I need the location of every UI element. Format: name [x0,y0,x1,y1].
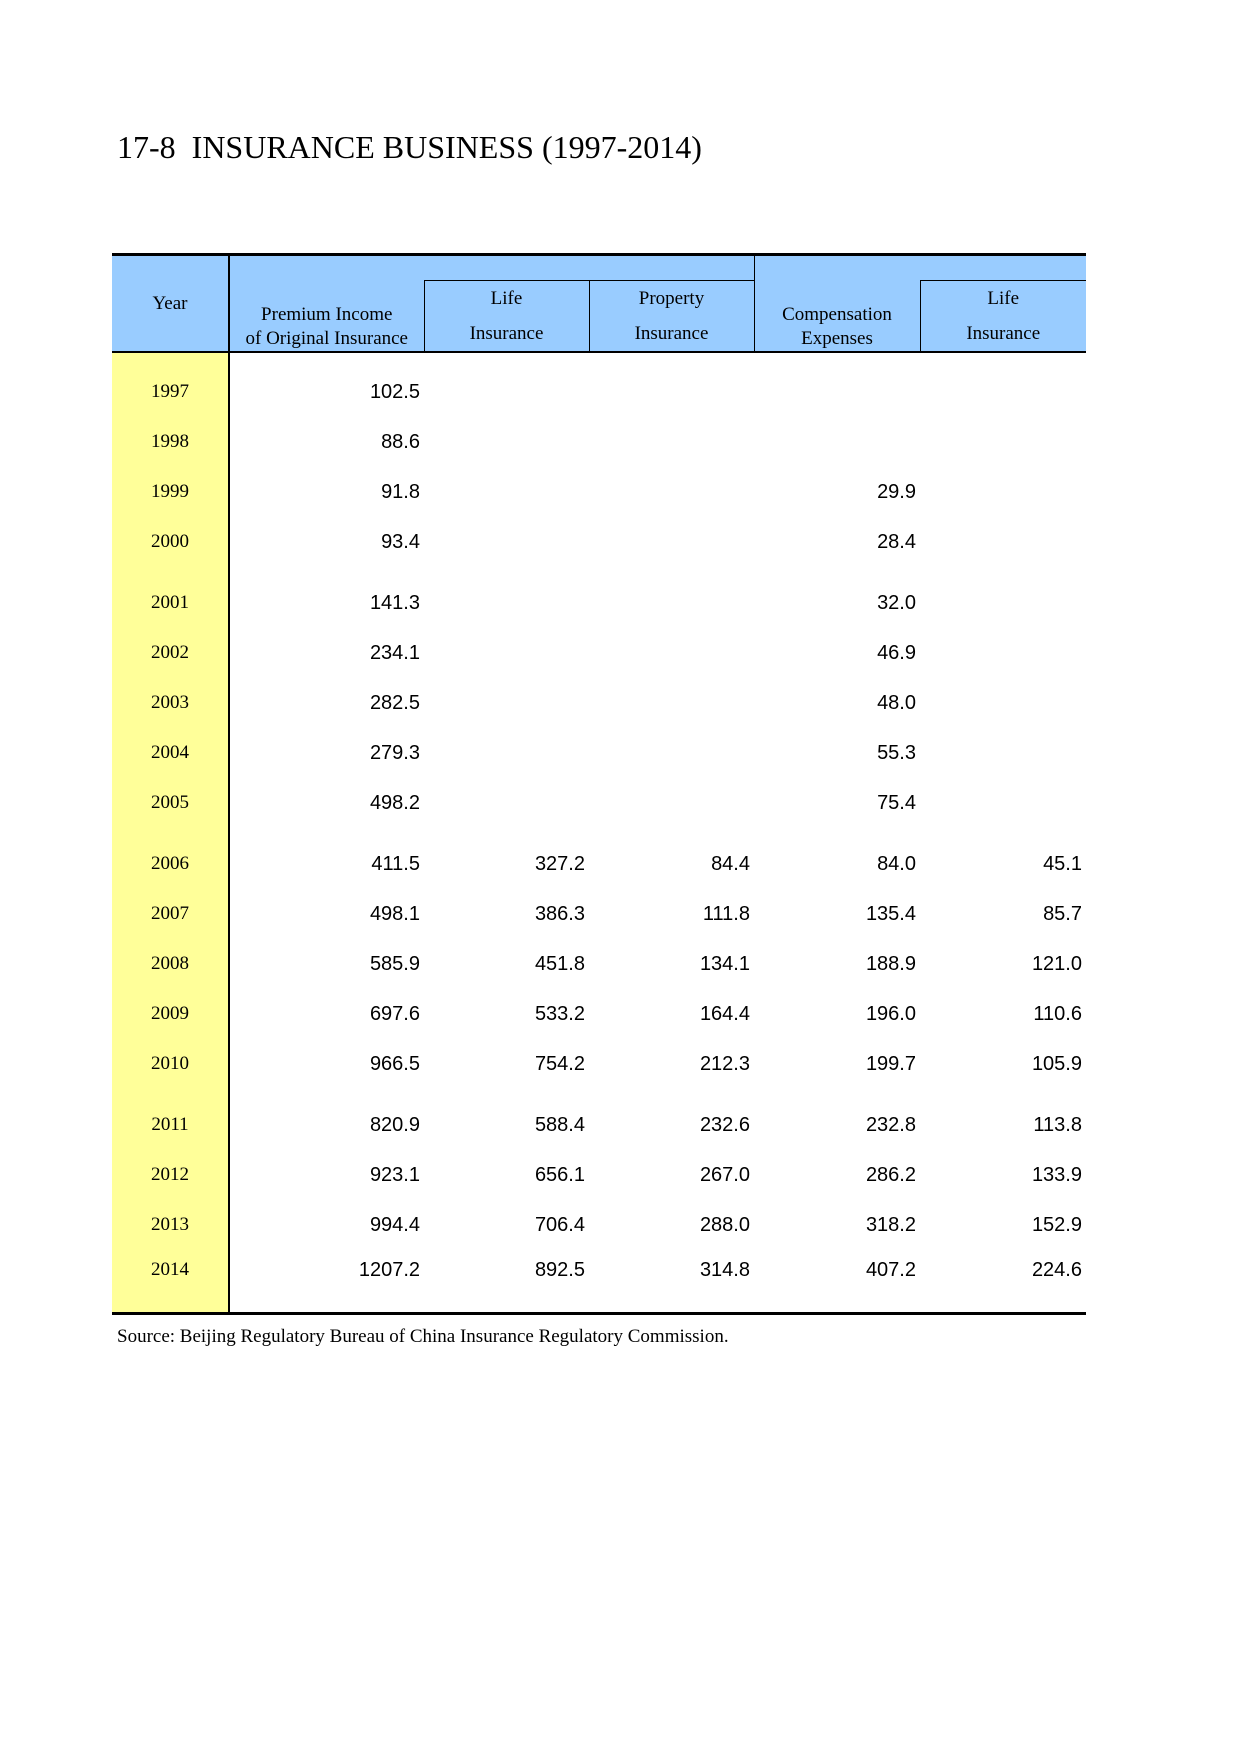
life-insurance-cell: 451.8 [534,953,585,975]
premium-income-cell: 141.3 [369,592,420,614]
year-cell: 1997 [112,352,229,417]
compensation-expenses-cell: 32.0 [877,592,916,614]
header-comp-life-line2: Insurance [966,323,1041,344]
property-insurance-cell [589,352,754,417]
property-insurance-cell [589,417,754,467]
comp-life-insurance-cell [920,628,1086,678]
table-row [112,728,1086,778]
property-insurance-cell [589,517,754,567]
property-insurance-cell: 111.8 [702,903,750,925]
property-insurance-cell: 84.4 [711,853,750,875]
property-insurance-cell: 212.3 [699,1053,750,1075]
comp-life-insurance-cell: 110.6 [1033,1003,1082,1025]
header-year: Year [112,255,229,353]
table-row [112,939,1086,989]
header-compensation-expenses [754,255,920,353]
compensation-expenses-cell: 286.2 [865,1164,916,1186]
premium-income-cell: 820.9 [369,1114,420,1136]
compensation-expenses-cell: 318.2 [865,1214,916,1236]
year-cell: 2011 [112,1089,229,1150]
header-compensation-line2: Expenses [801,328,873,349]
property-insurance-cell [589,628,754,678]
premium-income-cell: 93.4 [381,531,420,553]
comp-life-insurance-cell [920,517,1086,567]
life-insurance-cell: 327.2 [534,853,585,875]
property-insurance-cell [589,778,754,828]
table-row [112,828,1086,889]
life-insurance-cell [424,728,589,778]
table-row [112,352,1086,417]
table-row [112,628,1086,678]
property-insurance-cell: 267.0 [699,1164,750,1186]
life-insurance-cell [424,352,589,417]
property-insurance-cell: 314.8 [589,1250,754,1314]
life-insurance-cell [424,778,589,828]
premium-income-cell: 279.3 [369,742,420,764]
header-compensation-line1: Compensation [782,304,892,325]
table-row [112,417,1086,467]
comp-life-insurance-cell [920,417,1086,467]
premium-income-cell: 994.4 [369,1214,420,1236]
table-row [112,1200,1086,1250]
year-cell: 2007 [112,889,229,939]
table-row [112,989,1086,1039]
compensation-expenses-cell: 28.4 [877,531,916,553]
year-cell: 2001 [112,567,229,628]
comp-life-insurance-cell: 133.9 [1031,1164,1082,1186]
comp-life-insurance-cell [920,567,1086,628]
property-insurance-cell [589,567,754,628]
insurance-business-table [112,253,1086,1315]
header-life-line2: Insurance [469,323,544,344]
premium-income-cell: 697.6 [369,1003,420,1025]
comp-life-insurance-cell: 85.7 [1043,903,1082,925]
compensation-expenses-cell: 75.4 [877,792,916,814]
compensation-expenses-cell [754,352,920,417]
year-cell: 2006 [112,828,229,889]
compensation-expenses-cell: 407.2 [754,1250,920,1314]
property-insurance-cell [589,678,754,728]
comp-life-insurance-cell [920,467,1086,517]
comp-life-insurance-cell [920,352,1086,417]
compensation-expenses-cell: 84.0 [877,853,916,875]
compensation-expenses-cell: 55.3 [877,742,916,764]
table-row [112,517,1086,567]
header-life-line1: Life [490,288,523,309]
comp-life-insurance-cell [920,728,1086,778]
property-insurance-cell: 288.0 [699,1214,750,1236]
table-body [112,352,1086,1314]
property-insurance-cell: 164.4 [699,1003,750,1025]
life-insurance-cell [424,517,589,567]
premium-income-cell: 966.5 [369,1053,420,1075]
header-compensation-breakdown-span [920,255,1086,281]
year-cell: 2010 [112,1039,229,1089]
year-cell: 2004 [112,728,229,778]
table-row [112,1250,1086,1314]
comp-life-insurance-cell: 45.1 [1043,853,1082,875]
comp-life-insurance-cell [920,778,1086,828]
page-title: 17-8 INSURANCE BUSINESS (1997-2014) [117,129,702,165]
life-insurance-cell: 386.3 [534,903,585,925]
life-insurance-cell [424,628,589,678]
comp-life-insurance-cell: 121.0 [1031,953,1082,975]
premium-income-cell: 102.5 [369,381,420,403]
compensation-expenses-cell: 199.7 [865,1053,916,1075]
header-premium-line1: Premium Income [261,304,393,325]
life-insurance-cell [424,467,589,517]
compensation-expenses-cell: 188.9 [865,953,916,975]
table-row [112,889,1086,939]
property-insurance-cell [589,467,754,517]
table-header [112,255,1086,353]
table-row [112,567,1086,628]
year-cell: 2014 [112,1250,229,1314]
year-cell: 2013 [112,1200,229,1250]
year-cell: 2008 [112,939,229,989]
premium-income-cell: 411.5 [371,853,420,875]
table-row [112,778,1086,828]
comp-life-insurance-cell: 105.9 [1031,1053,1082,1075]
premium-income-cell: 234.1 [369,642,420,664]
life-insurance-cell [424,567,589,628]
life-insurance-cell: 656.1 [534,1164,585,1186]
premium-income-cell: 91.8 [381,481,420,503]
header-comp-life-line1: Life [987,288,1020,309]
year-cell: 2002 [112,628,229,678]
table-row [112,1150,1086,1200]
premium-income-cell: 923.1 [369,1164,420,1186]
life-insurance-cell: 588.4 [534,1114,585,1136]
life-insurance-cell: 754.2 [534,1053,585,1075]
life-insurance-cell: 706.4 [534,1214,585,1236]
header-premium-breakdown-span [424,255,754,281]
compensation-expenses-cell: 232.8 [865,1114,916,1136]
header-premium-income [229,255,424,353]
compensation-expenses-cell [754,417,920,467]
source-note: Source: Beijing Regulatory Bureau of China Insurance Regulatory Commission. [117,1326,729,1347]
year-cell: 2009 [112,989,229,1039]
compensation-expenses-cell: 29.9 [877,481,916,503]
premium-income-cell: 282.5 [369,692,420,714]
year-cell: 2005 [112,778,229,828]
life-insurance-cell [424,678,589,728]
property-insurance-cell: 134.1 [699,953,750,975]
table-row [112,467,1086,517]
life-insurance-cell [424,417,589,467]
year-cell: 2000 [112,517,229,567]
compensation-expenses-cell: 46.9 [877,642,916,664]
comp-life-insurance-cell: 152.9 [1031,1214,1082,1236]
year-cell: 1999 [112,467,229,517]
table-row [112,1089,1086,1150]
table-row [112,678,1086,728]
year-cell: 2003 [112,678,229,728]
comp-life-insurance-cell: 224.6 [920,1250,1086,1314]
comp-life-insurance-cell [920,678,1086,728]
table-row [112,1039,1086,1089]
premium-income-cell: 88.6 [381,431,420,453]
life-insurance-cell: 892.5 [424,1250,589,1314]
compensation-expenses-cell: 48.0 [877,692,916,714]
year-cell: 2012 [112,1150,229,1200]
premium-income-cell: 1207.2 [229,1250,424,1314]
compensation-expenses-cell: 196.0 [865,1003,916,1025]
header-property-line2: Insurance [634,323,709,344]
comp-life-insurance-cell: 113.8 [1033,1114,1082,1136]
header-life-insurance [424,281,589,353]
premium-income-cell: 498.2 [369,792,420,814]
header-property-line1: Property [638,288,705,309]
property-insurance-cell: 232.6 [699,1114,750,1136]
premium-income-cell: 498.1 [369,903,420,925]
header-premium-line2: of Original Insurance [245,328,408,349]
life-insurance-cell: 533.2 [534,1003,585,1025]
year-cell: 1998 [112,417,229,467]
header-property-insurance [589,281,754,353]
premium-income-cell: 585.9 [369,953,420,975]
header-comp-life-insurance [920,281,1086,353]
compensation-expenses-cell: 135.4 [865,903,916,925]
property-insurance-cell [589,728,754,778]
